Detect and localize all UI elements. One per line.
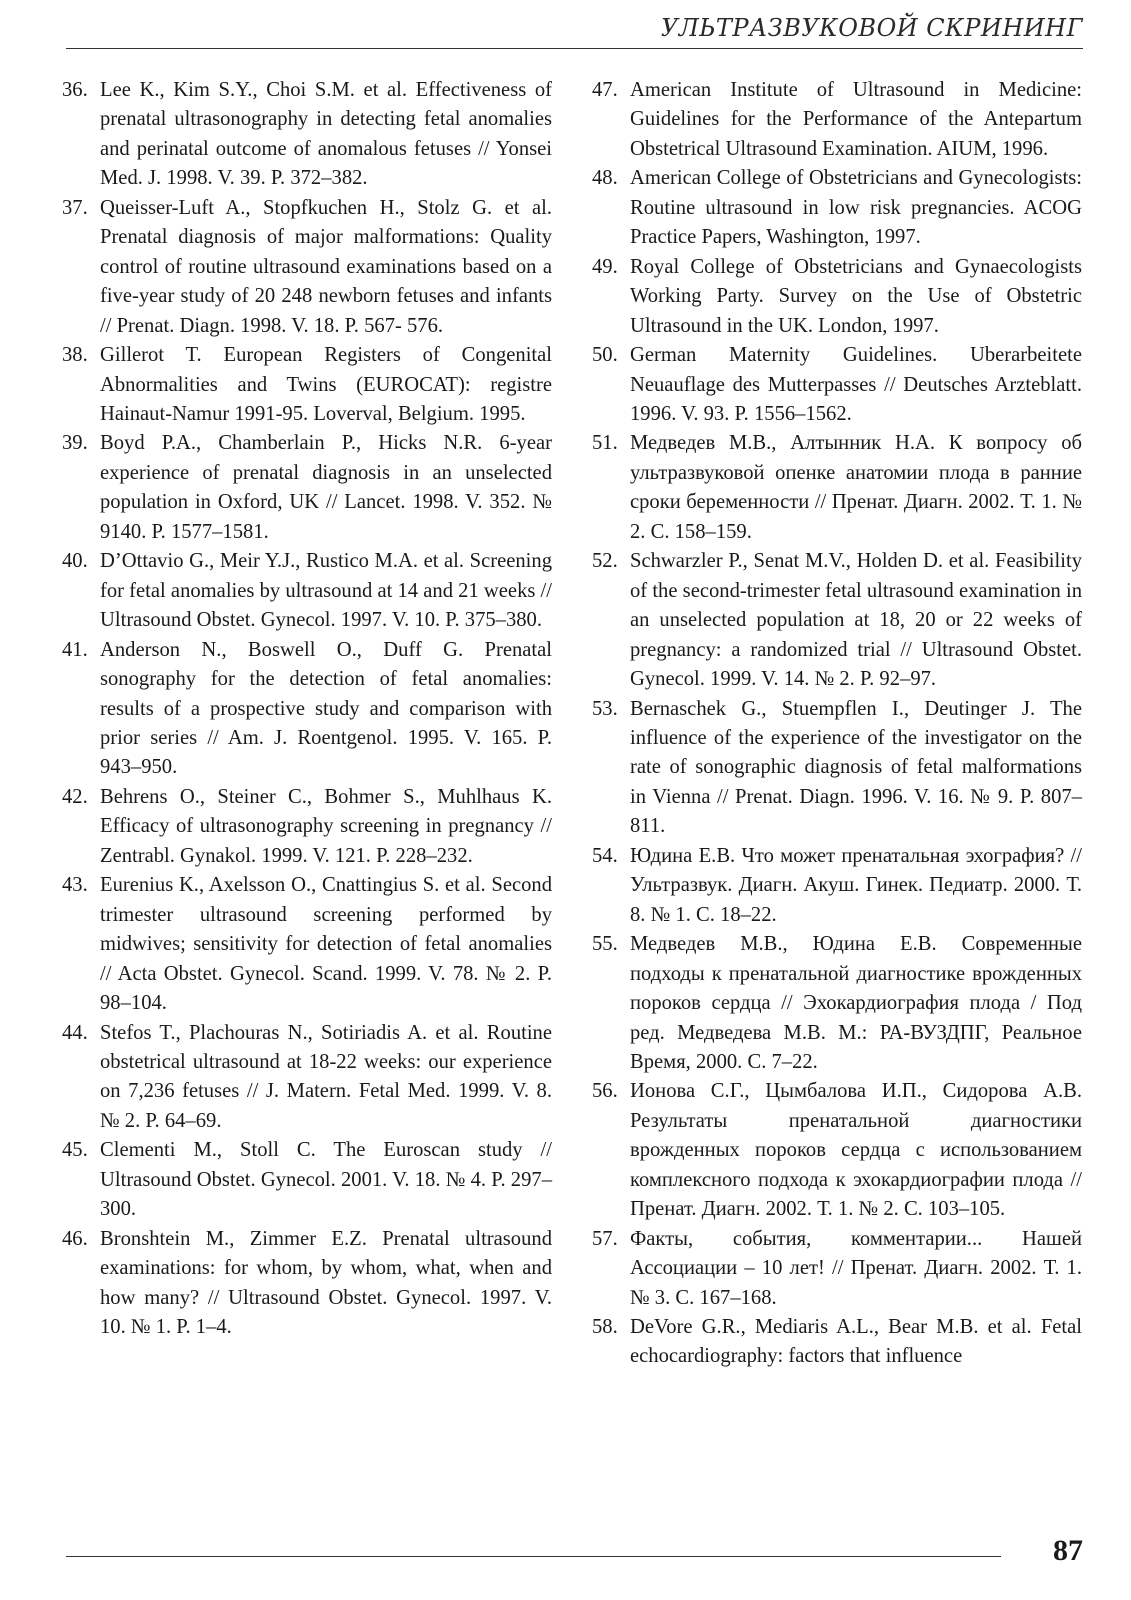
reference-item — [592, 76, 1082, 164]
reference-item — [592, 164, 1082, 252]
reference-item — [62, 429, 552, 547]
reference-item — [62, 1225, 552, 1343]
reference-number: 44. — [62, 1021, 88, 1044]
reference-text: Anderson N., Boswell O., Duff G. Prenatal sonography for the detection of fetal anomalies: results of a prospective study and comparison with prior series // Am. J. Roentgenol. 1995. V. 165. P. 943–950. — [100, 638, 552, 779]
reference-item — [592, 547, 1082, 694]
reference-text: D’Ottavio G., Meir Y.J., Rustico M.A. et al. Screening for fetal anomalies by ultrasound at 14 and 21 weeks // Ultrasound Obstet. Gynecol. 1997. V. 10. P. 375–380. — [100, 550, 552, 632]
reference-item — [62, 1136, 552, 1224]
reference-text: Bronshtein M., Zimmer E.Z. Prenatal ultrasound examinations: for whom, by whom, what, when and how many? // Ultrasound Obstet. Gynecol. 1997. V. 10. № 1. P. 1–4. — [100, 1227, 552, 1339]
reference-text: Boyd P.A., Chamberlain P., Hicks N.R. 6-year experience of prenatal diagnosis in an unselected population in Oxford, UK // Lancet. 1998. V. 352. № 9140. P. 1577–1581. — [100, 432, 552, 543]
reference-text: American Institute of Ultrasound in Medicine: Guidelines for the Performance of the Antepartum Obstetrical Ultrasound Examination. AIUM, 1996. — [630, 79, 1082, 160]
reference-item — [62, 1019, 552, 1137]
reference-number: 51. — [592, 432, 618, 455]
reference-text: German Maternity Guidelines. Uberarbeitete Neuauflage des Mutterpasses // Deutsches Arzteblatt. 1996. V. 93. P. 1556–1562. — [630, 344, 1082, 425]
reference-text: Медведев М.В., Юдина Е.В. Современные подходы к пренатальной диагностике врожденных пороков сердца // Эхокардиография плода / Под ред. Медведева М.В. М.: РА-ВУЗДПГ, Реальное Время, 2000. С. 7–22. — [630, 933, 1082, 1073]
reference-text: Behrens O., Steiner C., Bohmer S., Muhlhaus K. Efficacy of ultrasonography screening in pregnancy // Zentrabl. Gynakol. 1999. V. 121. P. 228–232. — [100, 785, 552, 867]
footer-rule — [66, 1556, 1001, 1557]
reference-number: 58. — [592, 1316, 618, 1339]
reference-number: 42. — [62, 785, 88, 808]
references-right-column — [592, 76, 1082, 1372]
reference-item — [592, 930, 1082, 1077]
reference-text: Royal College of Obstetricians and Gynaecologists Working Party. Survey on the Use of Obstetric Ultrasound in the UK. London, 1997. — [630, 255, 1082, 337]
reference-text: Ионова С.Г., Цымбалова И.П., Сидорова А.В. Результаты пренатальной диагностики врожденных пороков сердца с использованием комплексного подхода к эхокардиографии плода // Пренат. Диагн. 2002. Т. 1. № 2. С. 103–105. — [630, 1080, 1082, 1221]
reference-number: 52. — [592, 550, 618, 573]
reference-item — [62, 194, 552, 341]
reference-number: 37. — [62, 196, 88, 219]
reference-number: 54. — [592, 844, 618, 867]
reference-text: American College of Obstetricians and Gynecologists: Routine ultrasound in low risk pregnancies. ACOG Practice Papers, Washington, 1997. — [630, 167, 1082, 249]
reference-number: 38. — [62, 344, 88, 367]
reference-text: Медведев М.В., Алтынник Н.А. К вопросу об ультразвуковой опенке анатомии плода в ранние сроки беременности // Пренат. Диагн. 2002. Т. 1. № 2. С. 158–159. — [630, 432, 1082, 543]
reference-text: Schwarzler P., Senat M.V., Holden D. et al. Feasibility of the second-trimester fetal ultrasound examination in an unselected population at 18, 20 or 22 weeks of pregnancy: a randomized trial // Ultrasound Obstet. Gynecol. 1999. V. 14. № 2. P. 92–97. — [630, 550, 1082, 691]
reference-item — [592, 1077, 1082, 1224]
reference-number: 56. — [592, 1080, 618, 1103]
reference-text: Lee K., Kim S.Y., Choi S.M. et al. Effectiveness of prenatal ultrasonography in detecting fetal anomalies and perinatal outcome of anomalous fetuses // Yonsei Med. J. 1998. V. 39. P. 372–382. — [100, 79, 552, 190]
reference-text: Eurenius K., Axelsson O., Cnattingius S. et al. Second trimester ultrasound screening performed by midwives; sensitivity for detection of fetal anomalies // Acta Obstet. Gynecol. Scand. 1999. V. 78. № 2. P. 98–104. — [100, 874, 552, 1015]
reference-item — [592, 429, 1082, 547]
reference-number: 48. — [592, 167, 618, 190]
reference-item — [592, 253, 1082, 341]
reference-number: 43. — [62, 874, 88, 897]
reference-number: 50. — [592, 344, 618, 367]
references-left-column — [62, 76, 552, 1342]
reference-item — [62, 76, 552, 194]
reference-text: Clementi M., Stoll C. The Euroscan study // Ultrasound Obstet. Gynecol. 2001. V. 18. № 4. P. 297–300. — [100, 1139, 552, 1221]
reference-text: Bernaschek G., Stuempflen I., Deutinger J. The influence of the experience of the investigator on the rate of sonographic diagnosis of fetal malformations in Vienna // Prenat. Diagn. 1996. V. 16. № 9. P. 807–811. — [630, 697, 1082, 838]
reference-item — [592, 1313, 1082, 1372]
reference-item — [592, 842, 1082, 930]
reference-number: 45. — [62, 1139, 88, 1162]
running-head: УЛЬТРАЗВУКОВОЙ СКРИНИНГ — [660, 14, 1083, 42]
reference-text: DeVore G.R., Mediaris A.L., Bear M.B. et al. Fetal echocardiography: factors that influence — [630, 1316, 1082, 1368]
reference-text: Юдина Е.В. Что может пренатальная эхография? // Ультразвук. Диагн. Акуш. Гинек. Педиатр. 2000. Т. 8. № 1. С. 18–22. — [630, 844, 1082, 926]
reference-text: Stefos T., Plachouras N., Sotiriadis A. et al. Routine obstetrical ultrasound at 18-22 weeks: our experience on 7,236 fetuses // J. Matern. Fetal Med. 1999. V. 8. № 2. P. 64–69. — [100, 1021, 552, 1132]
reference-number: 41. — [62, 638, 88, 661]
reference-number: 57. — [592, 1227, 618, 1250]
reference-item — [592, 341, 1082, 429]
reference-text: Gillerot T. European Registers of Congenital Abnormalities and Twins (EUROCAT): registre Hainaut-Namur 1991-95. Loverval, Belgium. 1995. — [100, 344, 552, 425]
reference-number: 36. — [62, 79, 88, 101]
page-number: 87 — [1053, 1534, 1083, 1567]
reference-text: Queisser-Luft A., Stopfkuchen H., Stolz G. et al. Prenatal diagnosis of major malformations: Quality control of routine ultrasound examinations based on a five-year study of 20 248 newborn fetuses and infants // Prenat. Diagn. 1998. V. 18. P. 567- 576. — [100, 196, 552, 337]
reference-number: 46. — [62, 1227, 88, 1250]
reference-item — [62, 547, 552, 635]
reference-number: 47. — [592, 79, 618, 101]
reference-item — [592, 1225, 1082, 1313]
reference-number: 53. — [592, 697, 618, 720]
reference-number: 55. — [592, 933, 618, 956]
reference-item — [62, 871, 552, 1018]
reference-item — [592, 695, 1082, 842]
reference-item — [62, 783, 552, 871]
reference-number: 40. — [62, 550, 88, 573]
reference-number: 49. — [592, 255, 618, 278]
reference-number: 39. — [62, 432, 88, 455]
reference-item — [62, 636, 552, 783]
reference-item — [62, 341, 552, 429]
reference-text: Факты, события, комментарии... Нашей Ассоциации – 10 лет! // Пренат. Диагн. 2002. Т. 1. № 3. С. 167–168. — [630, 1227, 1082, 1309]
header-rule — [66, 48, 1083, 49]
